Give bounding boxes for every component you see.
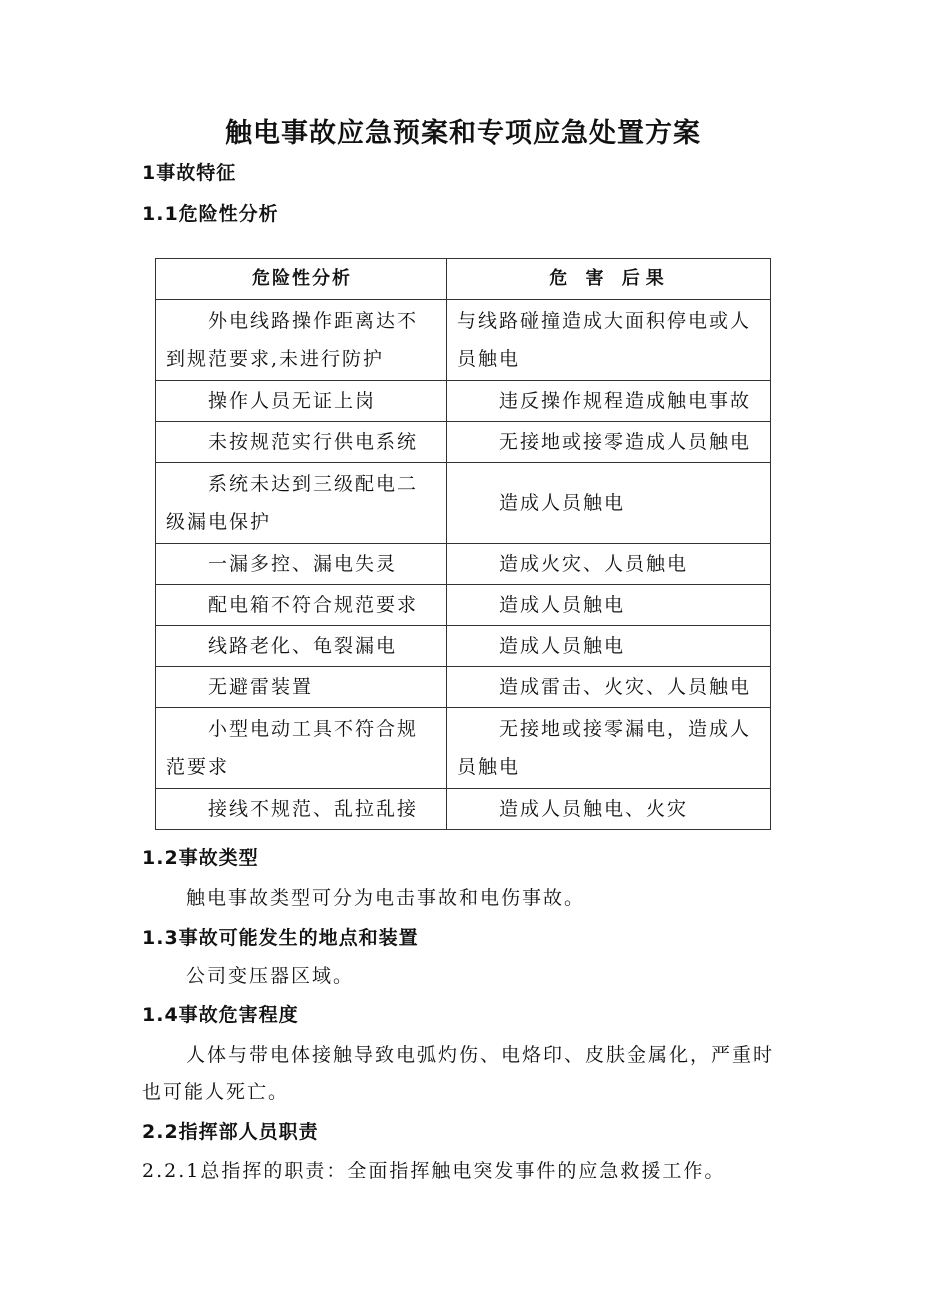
table-cell-consequence: [447, 585, 771, 626]
cell-text: 外电线路操作距离达不到规范要求,未进行防护: [166, 310, 419, 370]
heading-accident-features: 1事故特征: [142, 162, 237, 184]
heading-accident-location: 1.3事故可能发生的地点和装置: [142, 927, 419, 949]
table-row: [156, 789, 771, 830]
text-accident-type: 触电事故类型可分为电击事故和电伤事故。: [186, 887, 586, 909]
table-row: [156, 585, 771, 626]
table-cell-hazard: [156, 381, 447, 422]
table-cell-consequence: [447, 300, 771, 381]
table-cell-consequence: [447, 381, 771, 422]
cell-text: 小型电动工具不符合规范要求: [166, 718, 419, 778]
cell-text: 系统未达到三级配电二级漏电保护: [166, 473, 419, 533]
text-accident-severity-line2: 也可能人死亡。: [142, 1081, 290, 1103]
cell-text: 造成人员触电: [499, 635, 626, 657]
heading-command-duties: 2.2指挥部人员职责: [142, 1121, 319, 1143]
table-row: [156, 626, 771, 667]
cell-text: 操作人员无证上岗: [208, 390, 377, 412]
table-cell-hazard: [156, 463, 447, 544]
cell-text: 无接地或接零造成人员触电: [499, 431, 752, 453]
document-title: 触电事故应急预案和专项应急处置方案: [225, 118, 701, 149]
table-row: [156, 708, 771, 789]
table-cell-hazard: [156, 708, 447, 789]
text-commander-duties: 2.2.1总指挥的职责：全面指挥触电突发事件的应急救援工作。: [142, 1160, 726, 1182]
heading-accident-severity: 1.4事故危害程度: [142, 1004, 299, 1026]
table-cell-hazard: [156, 300, 447, 381]
text-accident-location: 公司变压器区域。: [186, 965, 355, 987]
table-cell-consequence: [447, 544, 771, 585]
cell-text: 配电箱不符合规范要求: [208, 594, 419, 616]
heading-accident-type: 1.2事故类型: [142, 847, 259, 869]
cell-text: 造成火灾、人员触电: [499, 553, 689, 575]
cell-text: 一漏多控、漏电失灵: [208, 553, 398, 575]
table-row: [156, 300, 771, 381]
table-cell-hazard: [156, 667, 447, 708]
table-cell-hazard: [156, 544, 447, 585]
table-cell-consequence: [447, 708, 771, 789]
table-cell-consequence: [447, 626, 771, 667]
cell-text: 造成人员触电: [499, 492, 626, 514]
table-cell-hazard: [156, 422, 447, 463]
cell-text: 造成人员触电、火灾: [499, 798, 689, 820]
cell-text: 造成雷击、火灾、人员触电: [499, 676, 752, 698]
cell-text: 接线不规范、乱拉乱接: [208, 798, 419, 820]
table-cell-hazard: [156, 789, 447, 830]
table-row: [156, 463, 771, 544]
table-row: [156, 667, 771, 708]
cell-text: 线路老化、龟裂漏电: [208, 635, 398, 657]
table-cell-hazard: [156, 585, 447, 626]
cell-text: 造成人员触电: [499, 594, 626, 616]
table-cell-consequence: [447, 667, 771, 708]
table-cell-hazard: [156, 626, 447, 667]
table-row: [156, 381, 771, 422]
table-header-hazard: 危险性分析: [156, 259, 447, 300]
table-row: [156, 422, 771, 463]
table-cell-consequence: [447, 463, 771, 544]
cell-text: 未按规范实行供电系统: [208, 431, 419, 453]
table-header-consequence: 危 害 后果: [447, 259, 771, 300]
hazard-analysis-table: [155, 258, 771, 830]
table-cell-consequence: [447, 422, 771, 463]
table-cell-consequence: [447, 789, 771, 830]
cell-text: 违反操作规程造成触电事故: [499, 390, 752, 412]
cell-text: 无接地或接零漏电，造成人员触电: [457, 718, 752, 778]
table-row: [156, 544, 771, 585]
cell-text: 无避雷装置: [208, 676, 314, 698]
text-accident-severity-line1: 人体与带电体接触导致电弧灼伤、电烙印、皮肤金属化，严重时: [186, 1044, 775, 1066]
heading-hazard-analysis: 1.1危险性分析: [142, 203, 279, 225]
table-header-row: [156, 259, 771, 300]
cell-text: 与线路碰撞造成大面积停电或人员触电: [457, 310, 752, 370]
